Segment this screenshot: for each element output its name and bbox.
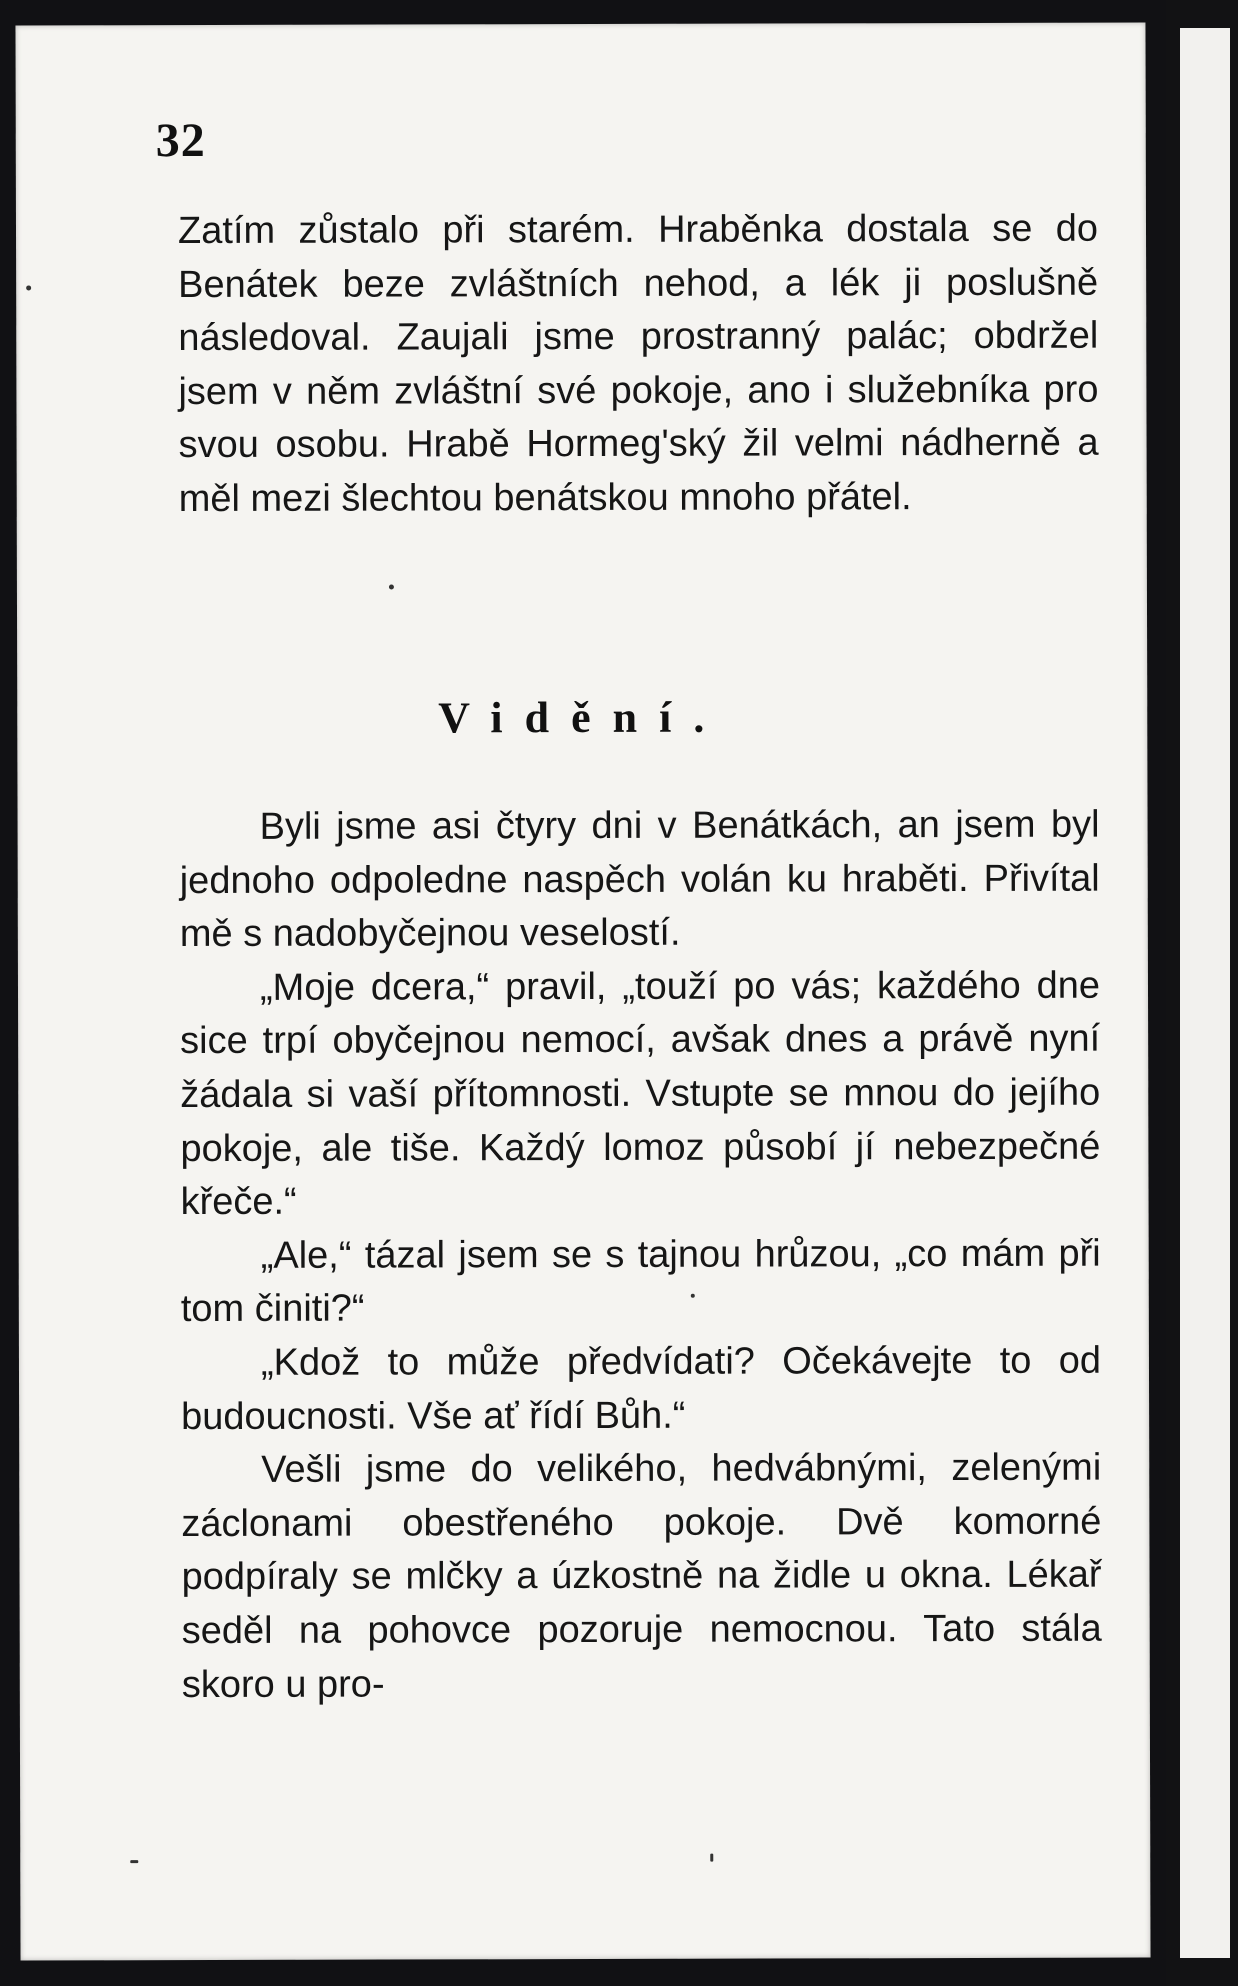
ink-speck [710, 1854, 713, 1862]
ink-speck [389, 584, 394, 589]
ink-speck [26, 285, 31, 290]
paragraph: Vešli jsme do velikého, hedvábnými, zelenými záclonami obestřeného pokoje. Dvě komorné podpíraly se mlčky a úzkostně na židle u okna. Lékař seděl na pohovce pozoruje nemocnou. Tato stála skoro u pro- [181, 1446, 1102, 1706]
page-number: 32 [155, 113, 206, 168]
paragraph: „Moje dcera,“ pravil, „touží po vás; každého dne sice trpí obyčejnou nemocí, avšak dnes a právě nyní žádala si vaší přítomnosti. Vstupte se mnou do jejího pokoje, ale tiše. Každý lomoz působí jí nebezpečné křeče.“ [180, 964, 1101, 1224]
adjacent-page-edge [1166, 0, 1238, 1986]
paragraph: „Kdož to může předvídati? Očekávejte to od budoucnosti. Vše ať řídí Bůh.“ [181, 1339, 1102, 1438]
ink-speck [691, 1294, 695, 1298]
section-heading: Vidění. [438, 692, 727, 743]
book-page [15, 23, 1150, 1961]
paragraph: „Ale,“ tázal jsem se s tajnou hrůzou, „co mám při tom činiti?“ [180, 1232, 1101, 1331]
body-text [180, 799, 1102, 1712]
ink-speck [130, 1860, 138, 1863]
opening-paragraph: Zatím zůstalo při starém. Hraběnka dostala se do Benátek beze zvláštních nehod, a lék ji poslušně následoval. Zaujali jsme prostranný palác; obdržel jsem v něm zvláštní své pokoje, ano i služebníka pro svou osobu. Hrabě Hormeg'ský žil velmi nádherně a měl mezi šlechtou benátskou mnoho přátel. [177, 207, 1099, 521]
paragraph: Byli jsme asi čtyry dni v Benátkách, an jsem byl jednoho odpoledne naspěch volán ku hraběti. Přivítal mě s nadobyčejnou veselostí. [179, 803, 1100, 956]
adjacent-page-sliver [1180, 28, 1230, 1958]
